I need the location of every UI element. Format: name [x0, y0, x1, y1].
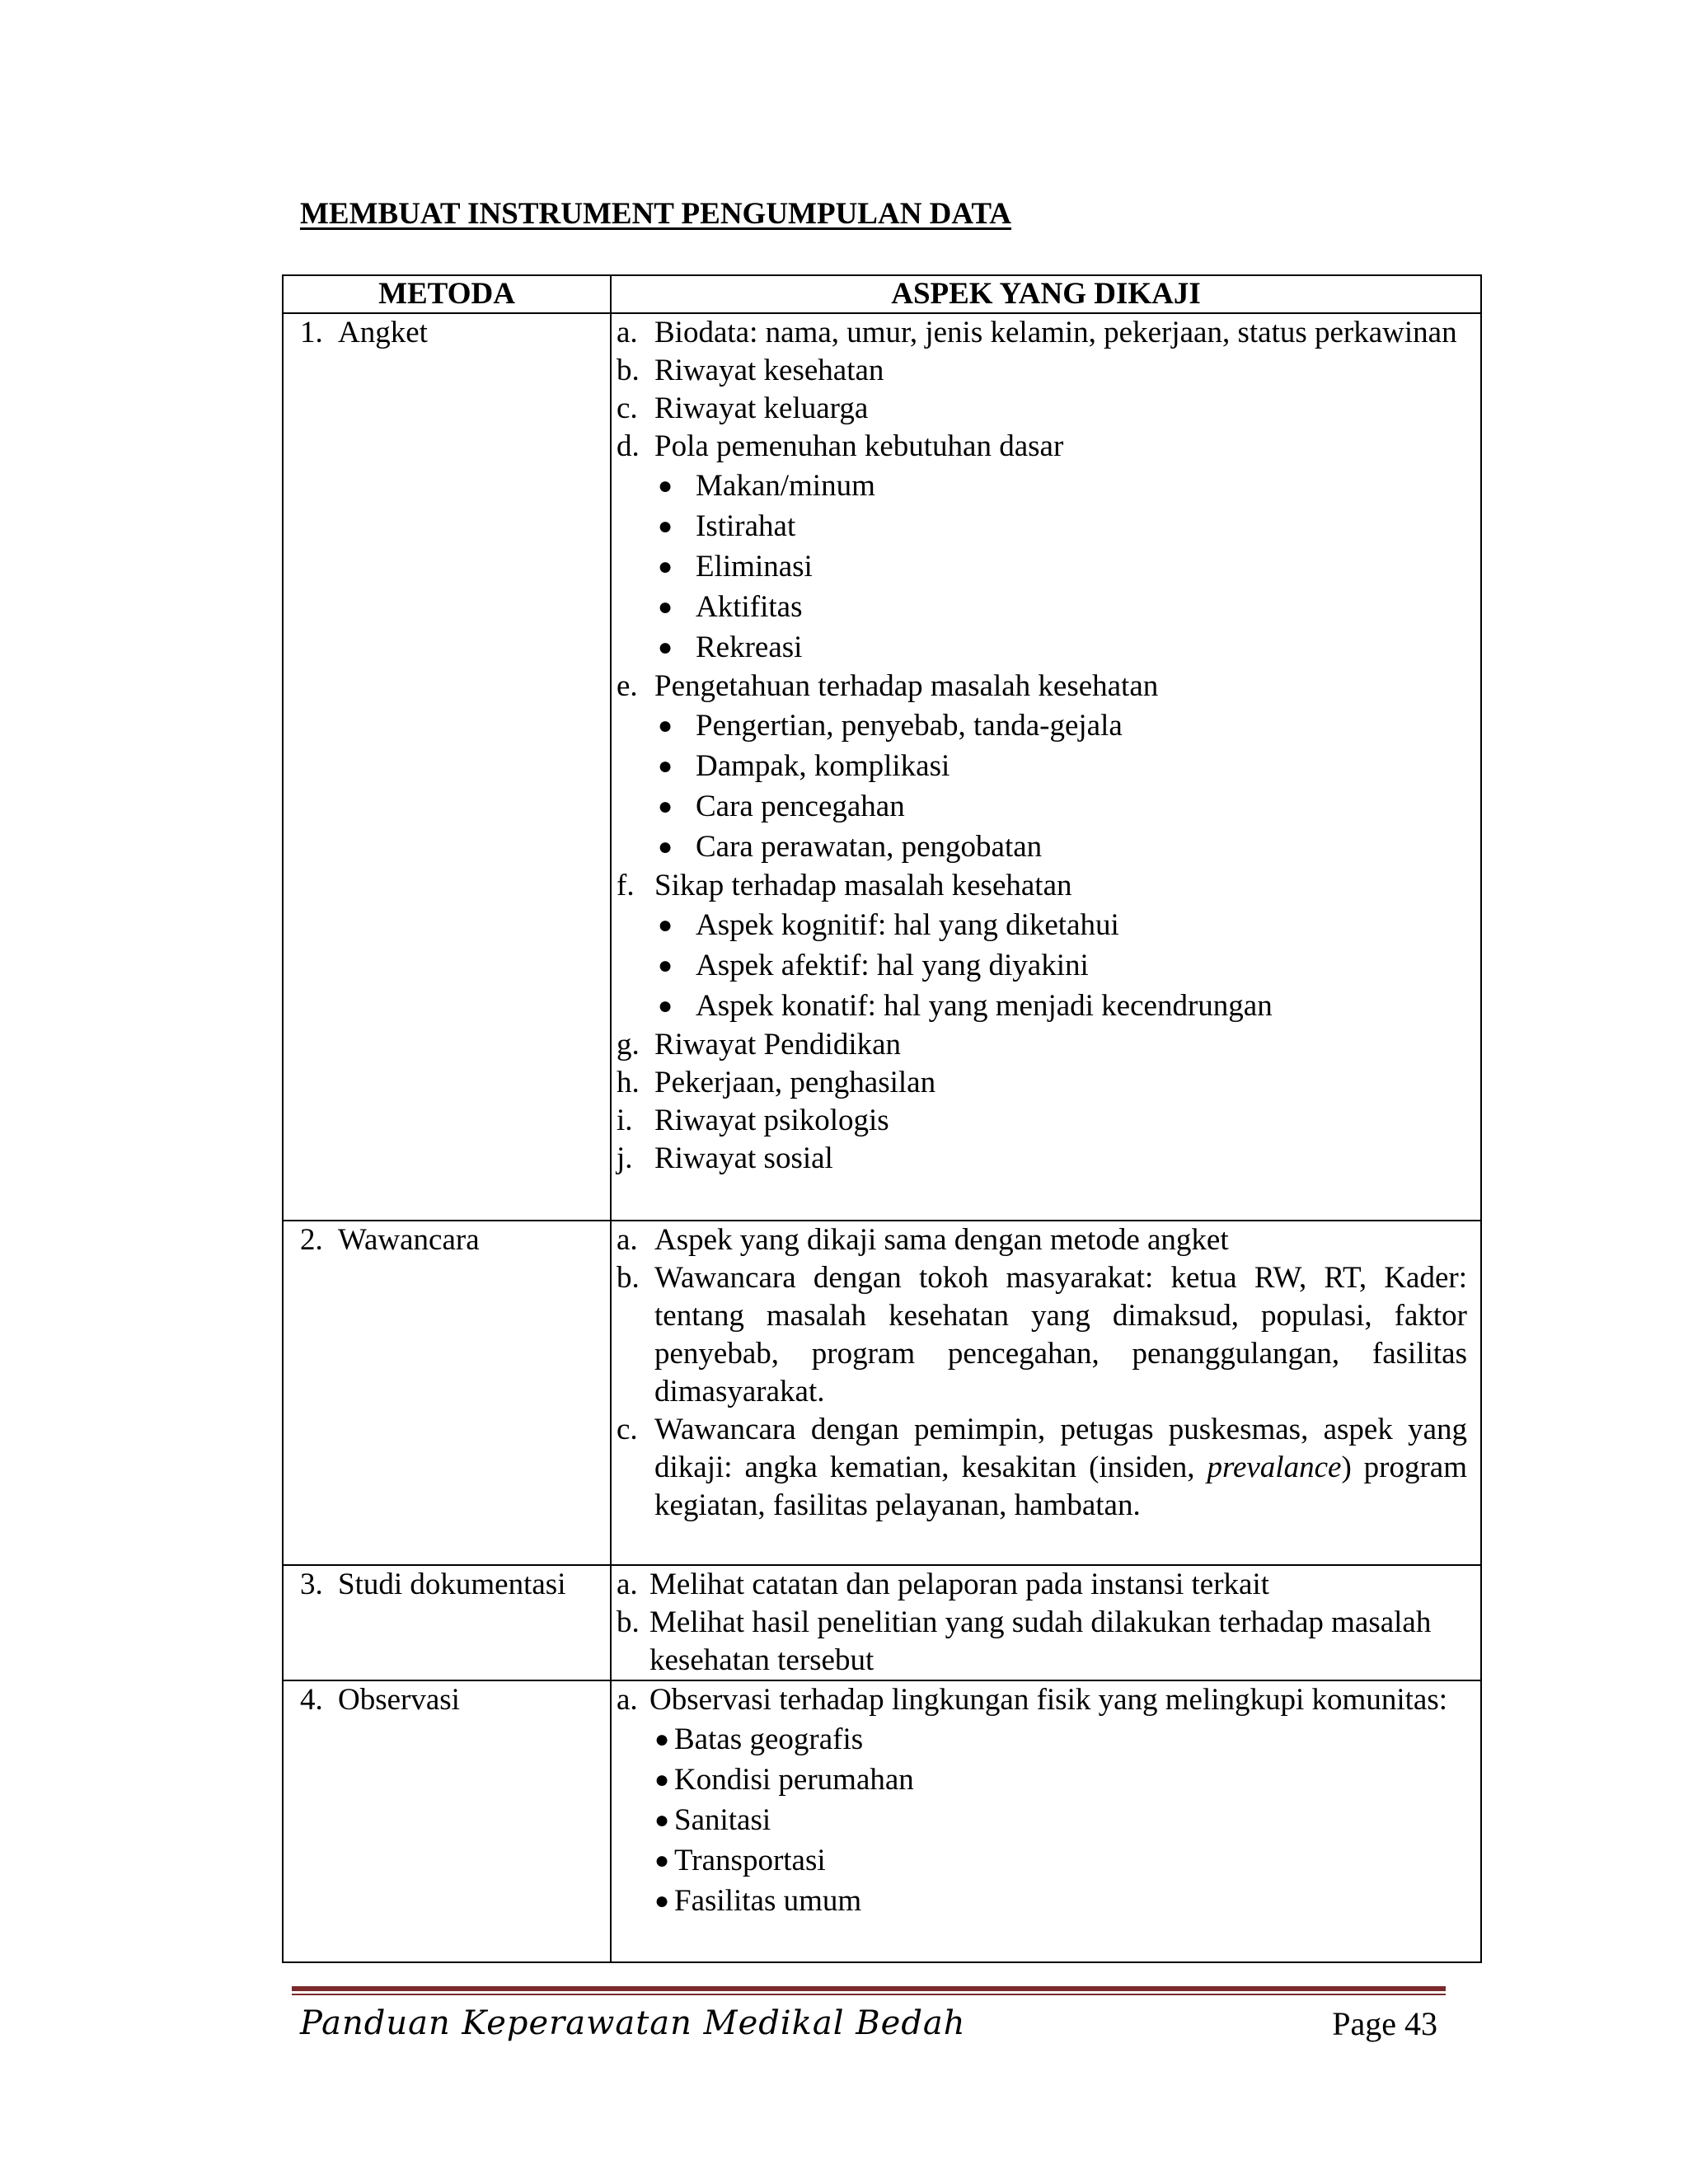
table-header-row: [283, 275, 1481, 313]
bullet-item: ● Kondisi perumahan: [617, 1760, 1467, 1800]
bullet-item: ● Pengertian, penyebab, tanda-gejala: [617, 705, 1467, 746]
list-item: c. Riwayat keluarga: [617, 391, 869, 425]
bullet-item: ● Aktifitas: [617, 587, 1467, 627]
bullet-icon: ●: [658, 833, 673, 860]
bullet-item: ● Dampak, komplikasi: [617, 746, 1467, 786]
bullet-list: [617, 1719, 1467, 1921]
bullet-icon: ●: [658, 634, 673, 661]
aspects-cell: [611, 1221, 1481, 1565]
method-number: 3.: [300, 1568, 323, 1601]
bullet-item: ● Transportasi: [617, 1840, 1467, 1881]
bullet-icon: ●: [658, 752, 673, 780]
list-item: a. Melihat catatan dan pelaporan pada instansi terkait: [617, 1568, 1270, 1601]
list-item: b. Wawancara dengan tokoh masyarakat: ketua RW, RT, Kader: tentang masalah kesehatan yang dimaksud, populasi, faktor penyebab, program pencegahan, penanggulangan, fasilitas dimasyarakat.: [617, 1261, 1467, 1408]
method-cell: [283, 1221, 611, 1565]
bullet-icon: ●: [658, 472, 673, 499]
list-item: i. Riwayat psikologis: [617, 1104, 889, 1137]
page-title: MEMBUAT INSTRUMENT PENGUMPULAN DATA: [300, 197, 1012, 231]
bullet-item: ● Cara pencegahan: [617, 786, 1467, 827]
method-cell: [283, 313, 611, 1221]
method-number: 1.: [300, 316, 323, 349]
method-name: Angket: [338, 316, 428, 349]
footer-divider: [292, 1986, 1446, 1991]
bullet-item: ● Aspek afektif: hal yang diyakini: [617, 945, 1467, 986]
bullet-icon: ●: [658, 912, 673, 939]
list-item: d. Pola pemenuhan kebutuhan dasar: [617, 429, 1064, 463]
list-item: a. Biodata: nama, umur, jenis kelamin, pekerjaan, status perkawinan: [617, 316, 1457, 349]
method-number: 4.: [300, 1683, 323, 1717]
table-row-observasi: [283, 1680, 1481, 1962]
bullet-item: ● Aspek kognitif: hal yang diketahui: [617, 905, 1467, 945]
bullet-item: ● Istirahat: [617, 506, 1467, 546]
bullet-item: ● Eliminasi: [617, 546, 1467, 587]
bullet-icon: ●: [654, 1887, 670, 1915]
bullet-item: ● Makan/minum: [617, 466, 1467, 506]
table-row-wawancara: [283, 1221, 1481, 1565]
list-item: a. Aspek yang dikaji sama dengan metode angket: [617, 1223, 1229, 1257]
bullet-icon: ●: [654, 1807, 670, 1834]
method-cell: [283, 1680, 611, 1962]
footer-page-number: Page 43: [1332, 2005, 1437, 2042]
bullet-icon: ●: [658, 712, 673, 739]
bullet-icon: ●: [654, 1726, 670, 1753]
bullet-item: ● Aspek konatif: hal yang menjadi kecendrungan: [617, 986, 1467, 1026]
bullet-icon: ●: [658, 793, 673, 820]
aspects-cell: [611, 313, 1481, 1221]
aspects-cell: [611, 1565, 1481, 1680]
bullet-list: [617, 466, 1467, 668]
table-row-studi-dokumentasi: [283, 1565, 1481, 1680]
list-item: a. Observasi terhadap lingkungan fisik yang melingkupi komunitas:: [617, 1683, 1447, 1717]
bullet-item: ● Rekreasi: [617, 627, 1467, 668]
bullet-list: [617, 705, 1467, 867]
bullet-icon: ●: [658, 952, 673, 979]
footer-divider-thin: [292, 1994, 1446, 1995]
list-item: j. Riwayat sosial: [617, 1141, 833, 1175]
list-item: c. Wawancara dengan pemimpin, petugas puskesmas, aspek yang dikaji: angka kematian, kesakitan (insiden, prevalance) program kegiatan, fasilitas pelayanan, hambatan.: [617, 1413, 1468, 1522]
bullet-icon: ●: [654, 1847, 670, 1874]
bullet-item: ● Sanitasi: [617, 1800, 1467, 1840]
bullet-item: ● Fasilitas umum: [617, 1881, 1467, 1921]
bullet-icon: ●: [658, 553, 673, 580]
list-item: f. Sikap terhadap masalah kesehatan: [617, 869, 1072, 902]
method-name: Studi dokumentasi: [338, 1568, 566, 1601]
header-aspects: ASPEK YANG DIKAJI: [611, 275, 1481, 313]
bullet-icon: ●: [654, 1766, 670, 1793]
list-item: h. Pekerjaan, penghasilan: [617, 1066, 936, 1099]
list-item: g. Riwayat Pendidikan: [617, 1028, 902, 1062]
table-row-angket: [283, 313, 1481, 1221]
bullet-icon: ●: [658, 513, 673, 540]
bullet-item: ● Batas geografis: [617, 1719, 1467, 1760]
bullet-icon: ●: [658, 992, 673, 1019]
method-name: Wawancara: [338, 1223, 480, 1257]
aspects-cell: [611, 1680, 1481, 1962]
header-method: METODA: [283, 275, 611, 313]
bullet-icon: ●: [658, 593, 673, 621]
bullet-list: [617, 905, 1467, 1026]
data-collection-table: [282, 274, 1482, 1963]
bullet-item: ● Cara perawatan, pengobatan: [617, 827, 1467, 867]
method-cell: [283, 1565, 611, 1680]
italic-term: prevalance: [1207, 1451, 1342, 1484]
method-name: Observasi: [338, 1683, 460, 1717]
list-item: b. Melihat hasil penelitian yang sudah dilakukan terhadap masalah kesehatan tersebut: [617, 1605, 1432, 1677]
method-number: 2.: [300, 1223, 323, 1257]
list-item: b. Riwayat kesehatan: [617, 354, 884, 387]
list-item: e. Pengetahuan terhadap masalah kesehatan: [617, 669, 1159, 703]
footer-book-title: Panduan Keperawatan Medikal Bedah: [300, 2004, 966, 2042]
